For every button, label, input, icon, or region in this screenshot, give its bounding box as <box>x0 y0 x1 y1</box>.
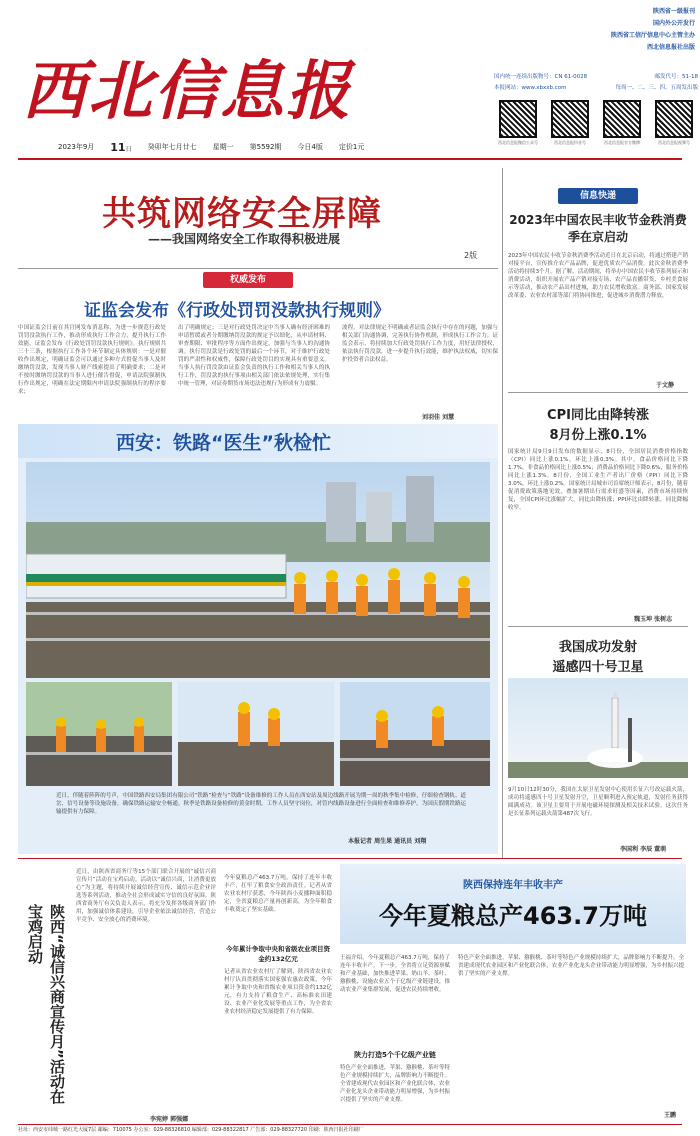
qr-code-icon[interactable] <box>551 100 589 138</box>
article-body: 国家统计局9月9日发布的数据显示，8月份，全国居民消费价格指数（CPI）同比上涨0.1%，环比上涨0.3%。其中，食品价格同比下降1.7%，非食品价格同比上涨0.5%；消费品价格同比下降0.6%，服务价格同比上涨1.3%。8月份，全国工业生产者出厂价格（PPI）同比下降3.0%，环比上涨0.2%。国家统计局城市司首席统计师表示，8月份，随着促消费政策落地见效，叠加暑期出行需求旺盛等因素，消费市场持续恢复，全国CPI环比涨幅扩大，同比由降转涨；PPI环比由降转涨，同比降幅收窄。 <box>508 449 688 511</box>
express-column <box>508 168 688 858</box>
qr-label: 西北信息报微信公众号 <box>498 140 538 145</box>
railway-photo-illustration <box>26 462 490 678</box>
main-photo[interactable] <box>26 462 490 678</box>
byline: 本报记者 周生果 通讯员 刘翔 <box>348 838 427 845</box>
shaanxi-side-story <box>18 864 218 1126</box>
schedule: 每周一、二、三、四、五周发出版 <box>615 85 698 91</box>
qr-label: 西北信息报抖音号 <box>554 140 586 145</box>
weekday: 星期一 <box>212 143 234 151</box>
article-column: 中国证监会日前在其官网发布消息称，为进一步规范行政处罚罚没款执行工作，推动形成执行工作合力，提升执行工作效能，证监会发布《行政处罚罚没款执行规则》。执行规则共三十三条，根据执行工作各个环节制定具体规则：一是对催收作出规定，明确证监会可以通过多种方式督促当事人及时缴纳罚没款，发现当事人财产线索提出了明确要求；二是对不按时缴纳罚没款的当事人进行催告督促，申请法院强制执行作出规定，明确在法定期限内申请法院强制执行的程序要求； <box>18 325 166 395</box>
qr-label: 西北信息报官方微博 <box>604 140 640 145</box>
inset-photo[interactable] <box>178 682 334 786</box>
divider <box>18 268 498 269</box>
inset-photo-illustration <box>26 682 172 786</box>
section-rule <box>18 858 682 859</box>
kicker: 陕西保持连年丰收丰产 <box>463 880 563 891</box>
harvest-headline[interactable]: 今年夏粮总产463.7万吨 <box>379 902 647 930</box>
article-column: 出了明确规定；三是对行政处罚决定中当事人确有经济困难的申请暂缓或者分期缴纳罚没款的规定予以细化，从申请材料、审查期限、审批程序等方面作出规定，加强与当事人的沟通协调。执行罚没款是行政处罚的最后一个环节，对于维护行政处罚的严肃性和权威性，保障行政处罚目的实现具有重要意义。当事人执行罚没款由证监会负责的执行工作和相关当事人的执行工作，罚没款的执行事项由相关部门依法依规处理，实行集中统一管理，对证券期货市场违法违规行为形成有力震慑。 <box>178 325 330 387</box>
byline: 王鹏 <box>664 1112 677 1119</box>
story-headline[interactable]: 我国成功发射 <box>558 640 637 655</box>
railway-headline[interactable]: 西安：铁路“医生”秋检忙 <box>116 432 331 454</box>
article-body: 特色产业全面推进，苹果、猕猴桃、茶叶等特色产业规模持续扩大，品牌影响力不断提升。全省建成现代农业园区和产业化联合体，农业产业化龙头企业带动能力明显增强，为乡村振兴提供了坚实的产业支撑。 <box>340 1065 450 1103</box>
article-body: 近日，由陕西省商务厅等15个部门联合开展的“诚信兴商宣传月”活动在宝鸡启动。活动以“诚信兴商，让消费更放心”为主题，将持续开展诚信经营宣传、诚信示范企业评选等系列活动，推动全社会形成诚实守信的良好氛围。陕西省商务厅有关负责人表示，将充分发挥各级商务部门作用，加强诚信体系建设，引导企业依法诚信经营，营造公平竞争、安全放心的消费环境。 <box>76 869 216 923</box>
divider <box>508 392 688 393</box>
story-headline[interactable]: CPI同比由降转涨 <box>547 408 649 423</box>
qr-row <box>494 100 698 150</box>
qr-block <box>650 100 698 150</box>
website-link[interactable]: 本报网站：www.xbxxb.com <box>494 85 567 91</box>
railway-story <box>18 424 498 854</box>
byline: 刘羽佳 刘慧 <box>422 414 455 421</box>
inset-photo[interactable] <box>26 682 172 786</box>
byline: 于文静 <box>656 382 675 389</box>
vertical-headline[interactable]: 陕西“诚信兴商宣传月”活动在宝鸡启动 <box>26 904 66 1104</box>
sponsor-list <box>560 6 695 54</box>
article-body: 2023年中国农民丰收节金秋消费季活动近日在北京启动，将通过搭建产销对接平台，宣传推介农产品品牌，促进优质农产品消费。此次金秋消费季活动将持续3个月。据了解，活动期间，将举办中国农民丰收节系列展示和消费活动，组织开展农产品产销对接专场、农产品直播带货、乡村美食展示等活动，推动农产品出村进城，助力农民增收致富。商务部、国家发展改革委、农业农村部等部门将协同推进，促进城乡消费潜力释放。 <box>508 253 688 299</box>
subheading: 今年累计争取中央和省级农业项目资金约132亿元 <box>226 945 330 963</box>
lead-headline[interactable]: 共筑网络安全屏障 <box>102 194 382 234</box>
cn-number: 国内统一连续出版物号：CN 61-0028 <box>494 74 588 80</box>
article-body: 9月10日12时30分，我国在太原卫星发射中心使用长征六号改运载火箭，成功将遥感四十号卫星发射升空，卫星顺利进入预定轨道，发射任务获得圆满成功。该卫星主要用于开展电磁环境探测及相关技术试验。这次任务是长征系列运载火箭第487次飞行。 <box>508 787 688 817</box>
masthead-title: 西北信息报 <box>22 54 352 129</box>
inset-photo-illustration <box>340 682 490 786</box>
qr-code-icon[interactable] <box>499 100 537 138</box>
harvest-banner <box>340 864 686 944</box>
byline: 李国利 李辰 董萌 <box>620 846 667 853</box>
sponsor-line: 西北信息报社出版 <box>646 44 695 51</box>
lead-story <box>18 168 498 268</box>
lead-subhead: ——我国网络安全工作取得积极进展 <box>148 232 341 246</box>
footer-rule <box>18 1124 682 1125</box>
qr-label: 西北信息报视频号 <box>658 140 690 145</box>
section-tag: 权威发布 <box>203 272 293 288</box>
inset-photo[interactable] <box>340 682 490 786</box>
masthead-rule <box>18 158 682 160</box>
section-tag: 信息快递 <box>558 188 638 204</box>
article-body: 记者从省农业农村厅了解到，陕西省农业农村厅认真贯彻落实国家强农惠农政策，今年累计争取中央和省级农业项目资金约132亿元，有力支持了粮食生产、高标准农田建设、农业产业化发展等重点工作，为全省农业农村经济稳定发展提供了有力保障。 <box>224 969 332 1015</box>
date-bar <box>58 138 478 156</box>
lede: 今年夏粮总产463.7万吨，保持了连年丰收丰产，扛牢了粮食安全政治责任。记者从省农业农村厅获悉，今年陕西小麦播种面积稳定，全省夏粮总产量再创新高，为全年粮食丰收奠定了坚实基础。 <box>224 875 332 913</box>
sponsor-line: 国内外公开发行 <box>652 20 695 27</box>
story-subhead: 8月份上涨0.1% <box>549 428 647 443</box>
issue-number: 第5592期 <box>249 143 282 151</box>
rocket-launch-illustration <box>508 678 688 778</box>
qr-block <box>546 100 594 150</box>
sponsor-line: 陕西省工信厅信息中心主管主办 <box>610 32 695 39</box>
postal-code: 邮发代号：51-18 <box>654 74 698 80</box>
sponsor-line: 陕西省一级报刊 <box>652 8 695 15</box>
date: 2023年9月 <box>58 143 95 151</box>
article-body: 王福介绍，今年夏粮总产463.7万吨，保持了连年丰收丰产。下一步，全省将立足资源禀赋和产业基础，加快推进苹果、奶山羊、茶叶、猕猴桃、设施农业五个千亿级产业链建设，推动农业产业集群发展，促进农民持续增收。 <box>340 955 450 993</box>
railway-headline-band <box>18 424 498 458</box>
day: 11日 <box>110 140 132 154</box>
divider <box>508 626 688 627</box>
byline: 魏玉坤 张树志 <box>634 616 673 623</box>
rocket-photo[interactable] <box>508 678 688 778</box>
lunar-date: 癸卯年七月廿七 <box>147 143 197 151</box>
harvest-story <box>224 864 686 1126</box>
qr-block <box>494 100 542 150</box>
footer-info: 社址：西安市纬城一路红光大厦7层 邮编：710075 办公室：029-88326810 编辑部：029-88322817 广告部：029-88327720 印刷：陕西日报社印刷厂 <box>18 1127 364 1133</box>
qr-code-icon[interactable] <box>655 100 693 138</box>
article-column: 波程。对法律规定不明确或者证监会执行中存在的问题，加强与相关部门沟通协调，完善执行协作机制，形成执行工作合力。证监会表示，将持续加大行政处罚执行工作力度，用好法律授权，依法执行罚没款，进一步提升执行效能，维护执法权威，切实保护投资者合法权益。 <box>342 325 498 363</box>
pub-info <box>494 72 698 94</box>
authority-section <box>18 272 498 422</box>
byline: 李宛婷 郭强娜 <box>150 1116 189 1123</box>
qr-code-icon[interactable] <box>603 100 641 138</box>
story-subhead: 遥感四十号卫星 <box>552 660 644 675</box>
page-reference[interactable]: 2版 <box>464 251 478 260</box>
page-count: 今日4版 <box>297 143 323 151</box>
photo-caption: 近日，伴随着阵阵的号声，中国铁路西安局集团有限公司“铁路”检查与“铁路”设备维修的工作人员在西安站及周边线路开展为期一周的秋季集中检修，仔细检查钢轨、道岔、信号设备等设施设备，确保铁路运输安全畅通。秋季是铁路设备检修的黄金时期，工作人员坚守岗位，对管内线路设备进行全面检查和维修养护，为国庆假期铁路运输提供有力保障。 <box>56 793 466 815</box>
subheading: 陕力打造5个千亿级产业链 <box>354 1051 436 1059</box>
masthead <box>0 0 700 160</box>
authority-headline[interactable]: 证监会发布《行政处罚罚没款执行规则》 <box>84 301 390 321</box>
column-divider <box>502 168 503 858</box>
qr-block <box>598 100 646 150</box>
story-headline[interactable]: 2023年中国农民丰收节金秩消费季在京启动 <box>509 213 687 244</box>
price: 定价1元 <box>338 143 365 151</box>
article-body: 特色产业全面推进，苹果、猕猴桃、茶叶等特色产业规模持续扩大，品牌影响力不断提升。全省建成现代农业园区和产业化联合体，农业产业化龙头企业带动能力明显增强，为乡村振兴提供了坚实的产业支撑。 <box>458 955 684 977</box>
inset-photo-illustration <box>178 682 334 786</box>
